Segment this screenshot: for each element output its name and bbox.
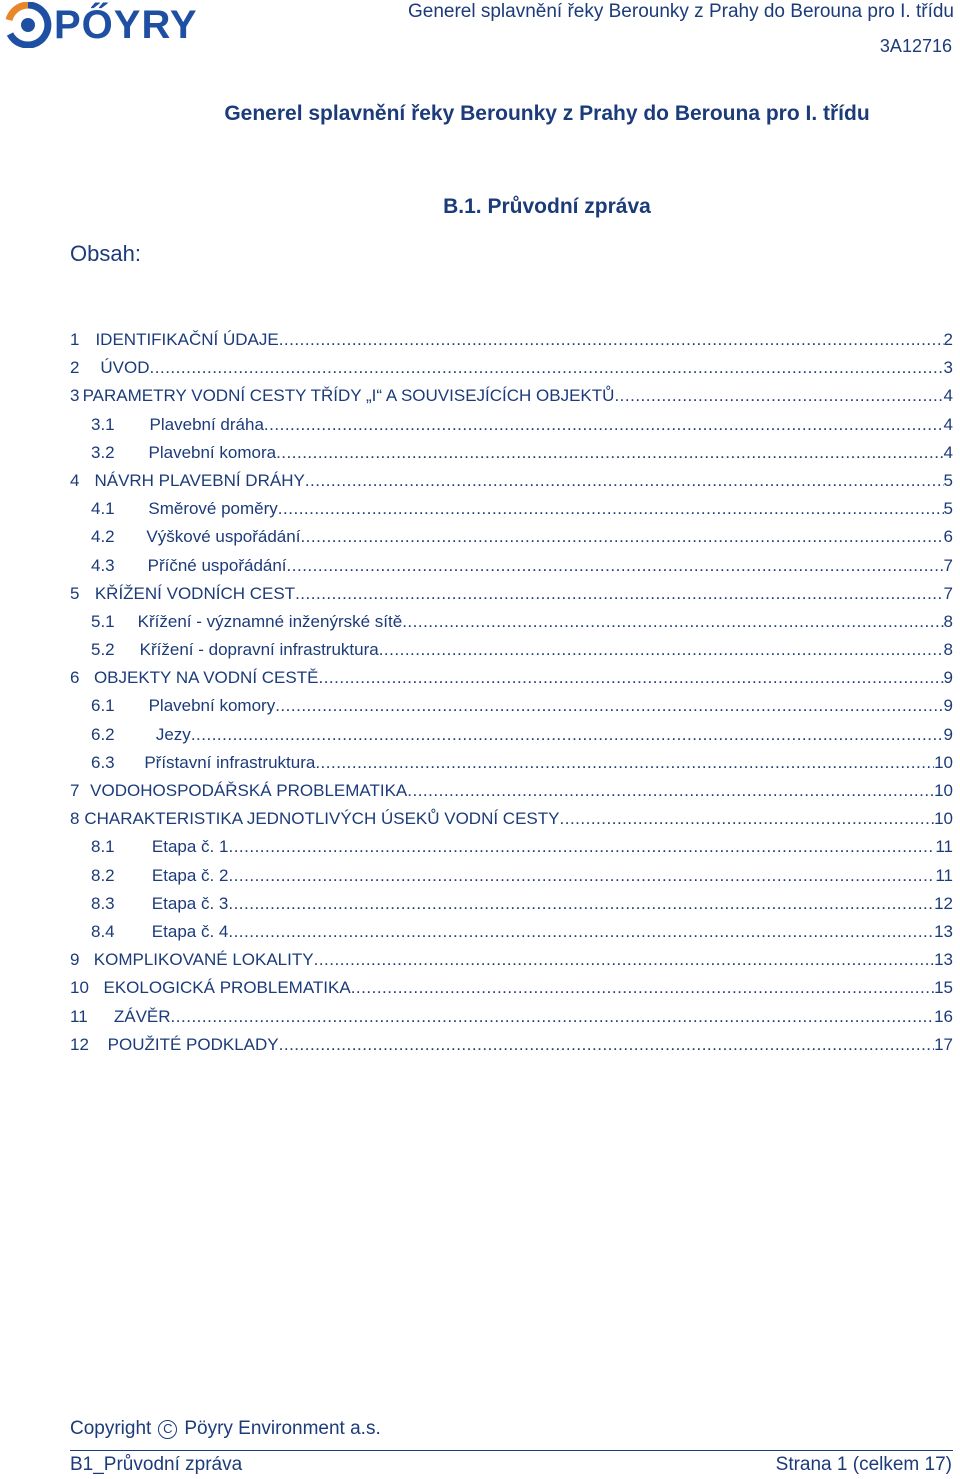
toc-heading: Obsah: — [70, 241, 141, 266]
toc-entry-number: 10 — [70, 978, 89, 998]
document-subtitle: B.1. Průvodní zpráva — [443, 195, 651, 218]
toc-entry[interactable] — [70, 890, 953, 918]
toc-entry[interactable] — [70, 552, 953, 580]
toc-entry[interactable] — [70, 1031, 953, 1059]
document-title: Generel splavnění řeky Berounky z Prahy do Berouna pro I. třídu — [224, 102, 870, 125]
toc-entry[interactable] — [70, 382, 953, 410]
toc-entry[interactable] — [70, 777, 953, 805]
toc-entry-label: Směrové poměry — [148, 499, 278, 519]
toc-entry-page: 16 — [934, 1006, 953, 1026]
toc-entry[interactable] — [70, 974, 953, 1002]
toc-entry-page: 17 — [934, 1034, 953, 1054]
toc-entry-page: 13 — [934, 950, 953, 970]
toc-dot-leader — [278, 495, 944, 523]
toc-entry-page: 11 — [935, 837, 953, 857]
toc-entry-label: NÁVRH PLAVEBNÍ DRÁHY — [94, 470, 305, 490]
toc-entry-number: 3.2 — [91, 442, 115, 462]
toc-dot-leader — [614, 382, 943, 410]
footer-page-number: Strana 1 (celkem 17) — [775, 1454, 952, 1475]
toc-dot-leader — [560, 805, 935, 833]
toc-dot-leader — [300, 523, 943, 551]
toc-entry-page: 10 — [934, 809, 953, 829]
toc-entry-number: 6.1 — [91, 696, 115, 716]
toc-entry[interactable] — [70, 664, 953, 692]
toc-entry-label: KŘÍŽENÍ VODNÍCH CEST — [94, 583, 296, 603]
toc-entry[interactable] — [70, 523, 953, 551]
toc-entry-label: Výškové uspořádání — [146, 527, 301, 547]
toc-entry[interactable] — [70, 749, 953, 777]
copyright-icon: C — [158, 1420, 177, 1439]
toc-entry-page: 13 — [934, 921, 953, 941]
toc-entry-label: EKOLOGICKÁ PROBLEMATIKA — [103, 978, 351, 998]
toc-entry-page: 8 — [943, 640, 953, 660]
toc-entry-label: ZÁVĚR — [113, 1006, 171, 1026]
toc-dot-leader — [276, 439, 943, 467]
toc-entry[interactable] — [70, 636, 953, 664]
toc-entry[interactable] — [70, 608, 953, 636]
toc-entry-page: 10 — [934, 781, 953, 800]
toc-entry-page: 9 — [943, 724, 953, 744]
toc-dot-leader — [264, 411, 944, 439]
toc-entry-page: 6 — [943, 527, 953, 547]
toc-entry-page: 8 — [943, 611, 953, 631]
toc-entry[interactable] — [70, 862, 953, 890]
toc-entry[interactable] — [70, 1003, 953, 1031]
toc-entry-label: IDENTIFIKAČNÍ ÚDAJE — [95, 330, 279, 349]
toc-entry-page: 7 — [943, 583, 953, 603]
toc-entry-page: 4 — [943, 386, 953, 406]
toc-dot-leader — [275, 692, 943, 720]
toc-entry-label: KOMPLIKOVANÉ LOKALITY — [93, 950, 314, 970]
logo-wordmark: PŐYRY — [54, 3, 198, 47]
toc-entry-number: 6.3 — [91, 752, 115, 772]
toc-entry-number: 8.2 — [91, 865, 115, 885]
toc-entry-page: 3 — [943, 358, 953, 378]
toc-entry-label: Jezy — [155, 724, 191, 744]
toc-dot-leader — [379, 636, 944, 664]
toc-entry-page: 10 — [934, 752, 953, 772]
toc-entry-label: Etapa č. 4 — [151, 921, 229, 941]
toc-entry-label: POUŽITÉ PODKLADY — [107, 1034, 279, 1054]
toc-dot-leader — [305, 467, 944, 495]
toc-dot-leader — [315, 749, 934, 777]
toc-entry-page: 2 — [943, 330, 953, 349]
toc-entry-number: 2 — [70, 358, 80, 378]
toc-entry-label: Křížení - dopravní infrastruktura — [139, 640, 379, 660]
toc-entry-number: 5 — [70, 583, 80, 603]
toc-entry-label: Plavební komora — [148, 442, 277, 462]
toc-entry-page: 9 — [943, 696, 953, 716]
toc-dot-leader — [314, 946, 934, 974]
toc-entry-number: 4.1 — [91, 499, 115, 519]
toc-entry-number: 8.1 — [91, 837, 115, 857]
toc-entry-page: 5 — [943, 470, 953, 490]
company-logo — [4, 2, 198, 48]
toc-entry-label: Etapa č. 3 — [151, 893, 229, 913]
toc-entry-label: VODOHOSPODÁŘSKÁ PROBLEMATIKA — [90, 781, 408, 800]
toc-entry-label: ÚVOD — [100, 358, 150, 378]
toc-dot-leader — [150, 354, 944, 382]
toc-entry-label: Plavební komory — [148, 696, 276, 716]
running-header-title: Generel splavnění řeky Berounky z Prahy do Berouna pro I. třídu — [407, 1, 954, 22]
toc-entry-number: 12 — [70, 1034, 89, 1054]
page-header — [0, 0, 960, 64]
toc-entry[interactable] — [70, 721, 953, 749]
toc-entry-number: 4 — [70, 470, 80, 490]
toc-dot-leader — [228, 918, 934, 946]
toc-entry[interactable] — [70, 805, 953, 833]
toc-entry[interactable] — [70, 495, 953, 523]
footer-document-name: B1_Průvodní zpráva — [70, 1454, 243, 1475]
toc-entry-page: 15 — [934, 978, 953, 998]
toc-entry-number: 6.2 — [91, 724, 115, 744]
toc-entry[interactable] — [70, 354, 953, 382]
toc-entry-label: Plavební dráha — [149, 414, 264, 434]
toc-entry-label: Etapa č. 2 — [151, 865, 229, 885]
toc-dot-leader — [228, 890, 934, 918]
copyright-owner: Pöyry Environment a.s. — [184, 1418, 381, 1439]
toc-entry-number: 9 — [70, 950, 80, 970]
toc-entry[interactable] — [70, 326, 953, 354]
toc-entry-number: 5.1 — [91, 611, 115, 631]
toc-dot-leader — [287, 552, 944, 580]
toc-dot-leader — [318, 664, 943, 692]
toc-entry[interactable] — [70, 467, 953, 495]
toc-dot-leader — [279, 326, 944, 354]
toc-entry-page: 11 — [935, 865, 953, 885]
toc-entry[interactable] — [70, 946, 953, 974]
toc-entry-label: PARAMETRY VODNÍ CESTY TŘÍDY „I“ A SOUVISEJÍCÍCH OBJEKTŮ — [82, 386, 615, 406]
toc-entry-label: Křížení - významné inženýrské sítě — [137, 611, 403, 631]
toc-entry[interactable] — [70, 692, 953, 720]
toc-entry-number: 4.3 — [91, 555, 115, 575]
toc-entry-label: Etapa č. 1 — [151, 837, 229, 857]
toc-entry-number: 8.4 — [91, 921, 115, 941]
toc-entry-page: 7 — [943, 555, 953, 575]
toc-entry-number: 4.2 — [91, 527, 115, 547]
toc-dot-leader — [402, 608, 943, 636]
toc-entry-page: 4 — [943, 442, 953, 462]
toc-dot-leader — [228, 862, 935, 890]
table-of-contents — [70, 326, 953, 1059]
toc-entry-label: Přístavní infrastruktura — [144, 752, 316, 772]
toc-entry-number: 7 — [70, 781, 80, 800]
toc-entry-number: 8 — [70, 809, 80, 829]
toc-dot-leader — [351, 974, 934, 1002]
toc-entry-page: 12 — [934, 893, 953, 913]
toc-dot-leader — [191, 721, 944, 749]
copyright-notice — [70, 1418, 381, 1440]
toc-entry-page: 5 — [943, 499, 953, 519]
toc-entry-page: 9 — [943, 668, 953, 688]
toc-entry-number: 3.1 — [91, 414, 115, 434]
toc-dot-leader — [279, 1031, 934, 1059]
toc-entry-label: CHARAKTERISTIKA JEDNOTLIVÝCH ÚSEKŮ VODNÍ CESTY — [84, 809, 560, 829]
poyry-logo-icon — [4, 2, 52, 48]
toc-dot-leader — [295, 580, 943, 608]
toc-entry-label: Příčné uspořádání — [147, 555, 287, 575]
toc-entry-number: 5.2 — [91, 640, 115, 660]
toc-entry-label: OBJEKTY NA VODNÍ CESTĚ — [93, 668, 319, 688]
toc-entry-number: 8.3 — [91, 893, 115, 913]
toc-entry-number: 6 — [70, 668, 80, 688]
toc-entry-number: 11 — [70, 1006, 88, 1026]
toc-entry[interactable] — [70, 411, 953, 439]
toc-entry[interactable] — [70, 439, 953, 467]
toc-entry[interactable] — [70, 580, 953, 608]
footer-divider — [70, 1450, 953, 1451]
document-code: 3A12716 — [879, 36, 952, 56]
toc-dot-leader — [171, 1003, 935, 1031]
copyright-prefix: Copyright — [70, 1418, 152, 1439]
toc-entry-number: 1 — [70, 330, 80, 349]
toc-dot-leader — [228, 833, 935, 861]
toc-entry-number: 3 — [70, 386, 80, 406]
toc-entry-page: 4 — [943, 414, 953, 434]
toc-dot-leader — [407, 777, 934, 805]
toc-entry[interactable] — [70, 833, 953, 861]
toc-entry[interactable] — [70, 918, 953, 946]
